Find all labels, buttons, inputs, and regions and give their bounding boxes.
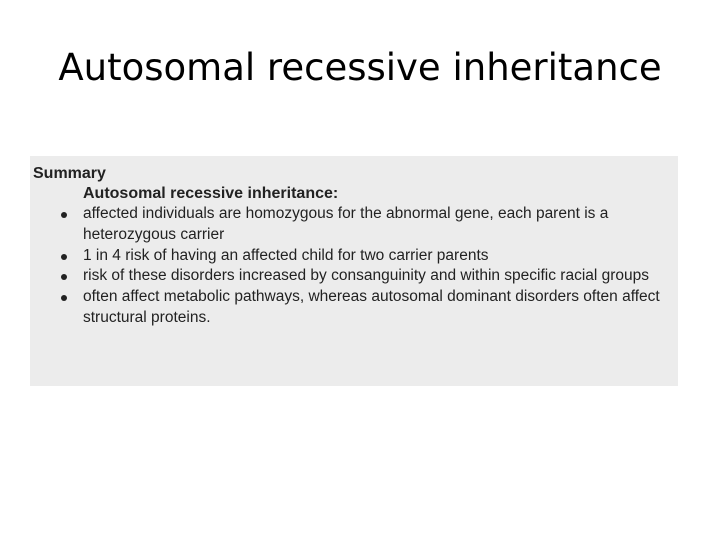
slide-title: Autosomal recessive inheritance [58,46,662,89]
list-item-text: affected individuals are homozygous for the abnormal gene, each parent is a heterozygous carrier [83,205,609,243]
list-item [83,287,678,329]
summary-panel [30,156,678,386]
list-item [83,204,678,246]
list-item-text: 1 in 4 risk of having an affected child for two carrier parents [83,246,489,264]
summary-heading: Summary [33,165,106,182]
bullet-icon [61,254,67,260]
bullet-icon [61,212,67,218]
summary-subheading: Autosomal recessive inheritance: [83,185,339,202]
list-item [83,246,678,267]
summary-list [33,204,678,329]
list-item [83,266,678,287]
list-item-text: risk of these disorders increased by consanguinity and within specific racial groups [83,267,650,285]
list-item-text: often affect metabolic pathways, whereas autosomal dominant disorders often affect structural proteins. [83,288,660,326]
bullet-icon [61,274,67,280]
bullet-icon [61,295,67,301]
